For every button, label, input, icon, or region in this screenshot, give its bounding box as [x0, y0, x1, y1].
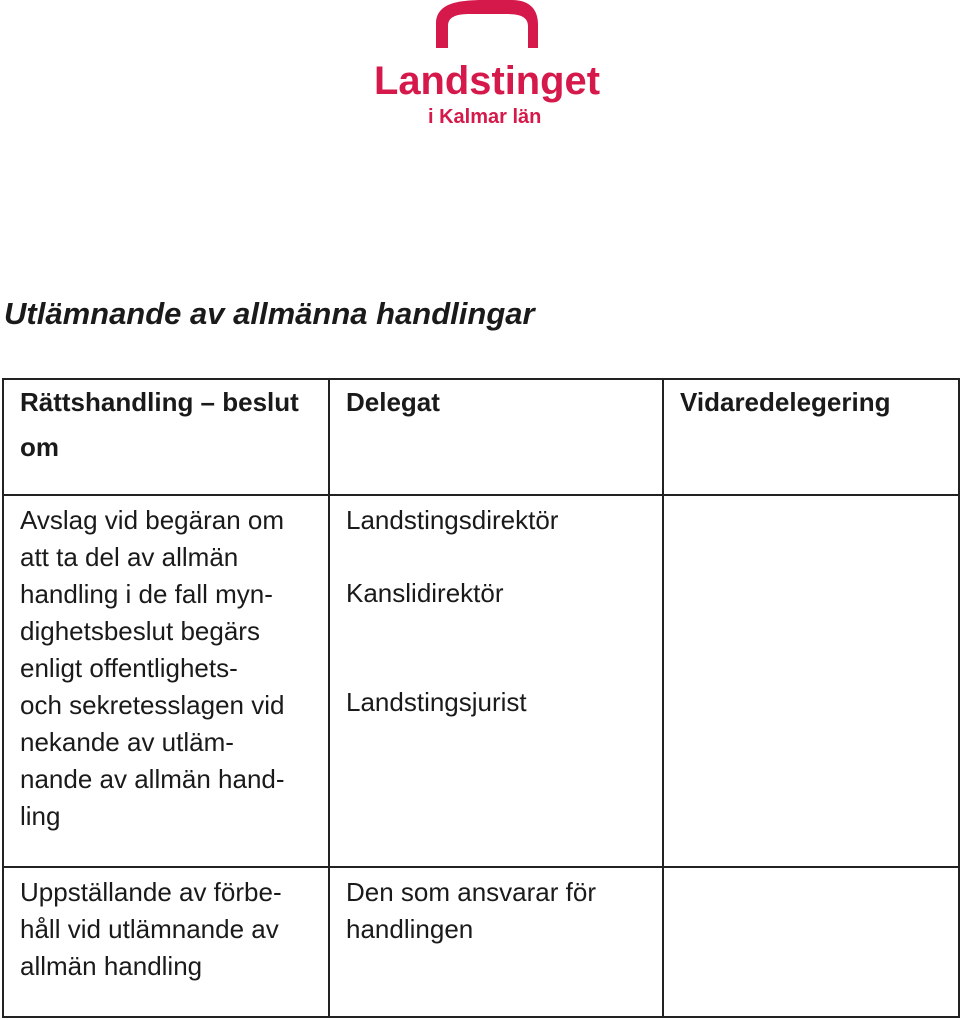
table-row	[3, 867, 959, 1017]
delegate-kanslidirektor: Kanslidirektör	[346, 578, 504, 608]
delegate-line: handlingen	[346, 914, 474, 944]
decision-line: dighetsbeslut begärs	[20, 616, 260, 646]
landstinget-logo	[370, 0, 605, 130]
decision-line: enligt offentlighets-	[20, 653, 238, 683]
document-title: Utlämnande av allmänna handlingar	[4, 296, 535, 331]
decision-line: allmän handling	[20, 951, 203, 981]
decision-line: nekande av utläm-	[20, 727, 234, 757]
header-subdelegation: Vidaredelegering	[663, 379, 959, 495]
decision-line: handling i de fall myn-	[20, 579, 273, 609]
delegation-table	[2, 378, 960, 1018]
decision-cell	[3, 495, 329, 867]
logo-subtitle: i Kalmar län	[428, 106, 542, 128]
decision-line: Uppställande av förbe-	[20, 877, 282, 907]
table-row	[3, 495, 959, 867]
delegate-cell	[329, 495, 663, 867]
delegate-line: Den som ansvarar för	[346, 877, 596, 907]
header-decision-line-2: om	[20, 432, 59, 462]
decision-line: håll vid utlämnande av	[20, 914, 279, 944]
decision-cell	[3, 867, 329, 1017]
delegate-landstingsdirektor: Landstingsdirektör	[346, 505, 559, 535]
decision-line: ling	[20, 801, 61, 831]
logo-name: Landstinget	[374, 59, 600, 103]
decision-line: Avslag vid begäran om	[20, 505, 285, 535]
logo-graphic	[370, 0, 605, 130]
subdelegation-cell	[663, 867, 959, 1017]
decision-line: och sekretesslagen vid	[20, 690, 285, 720]
header-decision	[3, 379, 329, 495]
decision-line: att ta del av allmän	[20, 542, 239, 572]
arch-shape	[436, 0, 538, 48]
decision-line: nande av allmän hand-	[20, 764, 285, 794]
subdelegation-cell	[663, 495, 959, 867]
header-decision-line-1: Rättshandling – beslut	[20, 387, 299, 417]
delegate-landstingsjurist: Landstingsjurist	[346, 687, 527, 717]
table-header-row	[3, 379, 959, 495]
header-delegate: Delegat	[329, 379, 663, 495]
delegate-cell	[329, 867, 663, 1017]
